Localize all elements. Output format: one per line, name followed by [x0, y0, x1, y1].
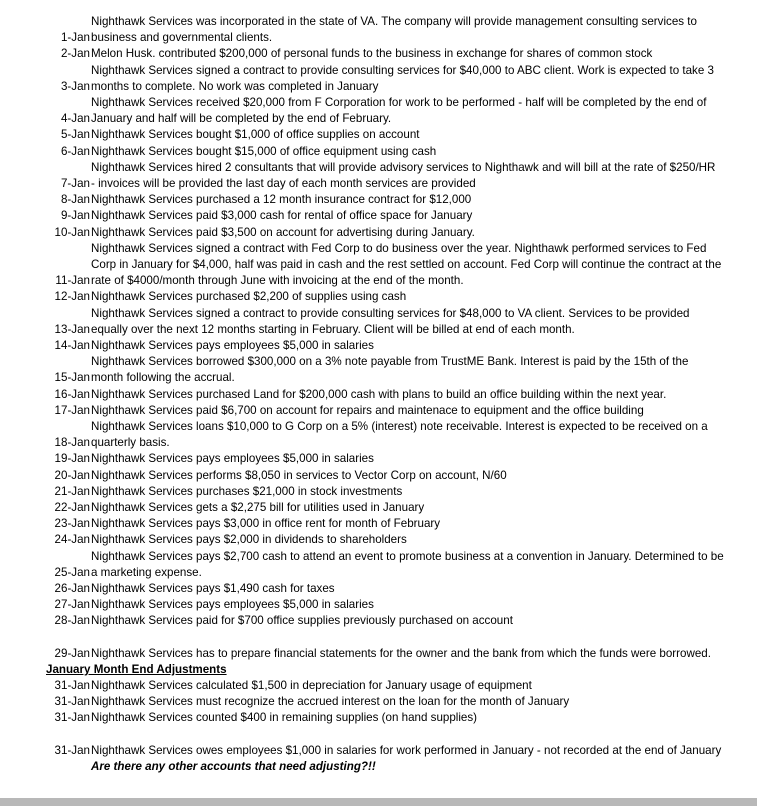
description-cell[interactable]: month following the accrual.: [91, 371, 235, 385]
description-cell[interactable]: Nighthawk Services was incorporated in the state of VA. The company will provide management consulting services to: [91, 15, 697, 28]
date-cell[interactable]: 22-Jan: [54, 501, 90, 514]
description-cell[interactable]: Nighthawk Services pays $1,490 cash for taxes: [91, 582, 335, 595]
date-cell[interactable]: 16-Jan: [54, 387, 90, 401]
date-cell[interactable]: 6-Jan: [60, 144, 90, 158]
transaction-row: [0, 79, 757, 95]
date-cell[interactable]: 15-Jan: [54, 371, 90, 385]
transaction-row: [0, 597, 757, 613]
description-cell[interactable]: Nighthawk Services bought $15,000 of office equipment using cash: [91, 144, 437, 158]
transaction-row: [0, 192, 757, 208]
adjustment-row: [0, 678, 757, 694]
description-cell[interactable]: Nighthawk Services owes employees $1,000 in salaries for work performed in January - not recorded at the end of January: [91, 743, 722, 757]
adjustment-row: [0, 694, 757, 710]
adjustment-row: [0, 710, 757, 726]
date-cell[interactable]: 7-Jan: [60, 177, 90, 190]
description-cell[interactable]: Nighthawk Services performs $8,050 in services to Vector Corp on account, N/60: [91, 468, 507, 482]
description-cell[interactable]: Nighthawk Services purchased $2,200 of supplies using cash: [91, 290, 407, 304]
transaction-row: [0, 95, 757, 111]
date-cell[interactable]: 3-Jan: [60, 79, 90, 93]
date-cell[interactable]: 1-Jan: [60, 31, 90, 45]
date-cell[interactable]: 25-Jan: [54, 565, 90, 579]
section-heading[interactable]: January Month End Adjustments: [46, 662, 227, 676]
description-cell[interactable]: Nighthawk Services pays $2,700 cash to attend an event to promote business at a convention in January. Determined to be: [91, 549, 724, 563]
description-cell[interactable]: - invoices will be provided the last day of each month services are provided: [91, 177, 476, 190]
date-cell[interactable]: 21-Jan: [54, 484, 90, 498]
description-cell[interactable]: Nighthawk Services paid $3,500 on account for advertising during January.: [91, 225, 475, 239]
description-cell[interactable]: Nighthawk Services counted $400 in remaining supplies (on hand supplies): [91, 711, 478, 725]
date-cell[interactable]: 28-Jan: [54, 614, 90, 628]
description-cell[interactable]: Nighthawk Services received $20,000 from F Corporation for work to be performed - half will be completed by the end of: [91, 96, 707, 109]
description-cell[interactable]: Nighthawk Services must recognize the accrued interest on the loan for the month of January: [91, 695, 570, 709]
transaction-row: [0, 160, 757, 176]
date-cell[interactable]: 11-Jan: [55, 274, 90, 288]
description-cell[interactable]: Nighthawk Services signed a contract to provide consulting services for $48,000 to VA client. Services to be provided: [91, 306, 690, 320]
date-cell[interactable]: 26-Jan: [54, 582, 90, 595]
description-cell[interactable]: Nighthawk Services pays $2,000 in dividends to shareholders: [91, 533, 407, 547]
description-cell[interactable]: Nighthawk Services purchased Land for $200,000 cash with plans to build an office building within the next year.: [91, 387, 667, 401]
transaction-row: [0, 208, 757, 224]
description-cell[interactable]: a marketing expense.: [91, 565, 202, 579]
closing-question-row: [0, 759, 757, 775]
description-cell[interactable]: Nighthawk Services bought $1,000 of office supplies on account: [91, 128, 420, 142]
adjustment-row: [0, 743, 757, 759]
description-cell[interactable]: Nighthawk Services pays $3,000 in office rent for month of February: [91, 517, 441, 531]
transaction-row: [0, 63, 757, 79]
horizontal-scrollbar[interactable]: [0, 798, 757, 806]
date-cell[interactable]: 27-Jan: [54, 598, 90, 612]
transaction-row: [0, 370, 757, 386]
date-cell[interactable]: 9-Jan: [60, 209, 90, 223]
transaction-row: [0, 257, 757, 273]
transaction-row: [0, 225, 757, 241]
description-cell[interactable]: business and governmental clients.: [91, 31, 273, 45]
description-cell[interactable]: Nighthawk Services pays employees $5,000 in salaries: [91, 452, 374, 466]
transaction-row: [0, 435, 757, 451]
description-cell[interactable]: January and half will be completed by the end of February.: [91, 112, 392, 126]
transaction-row: [0, 273, 757, 289]
transaction-row: [0, 127, 757, 143]
date-cell[interactable]: 4-Jan: [60, 112, 90, 126]
date-cell[interactable]: 8-Jan: [60, 193, 90, 207]
transaction-row: [0, 613, 757, 629]
transaction-row: [0, 500, 757, 516]
description-cell[interactable]: Nighthawk Services paid $6,700 on account for repairs and maintenace to equipment and the office building: [91, 403, 644, 417]
adjustments-heading-row: [0, 662, 757, 678]
transaction-row: [0, 322, 757, 338]
description-cell[interactable]: Nighthawk Services calculated $1,500 in depreciation for January usage of equipment: [91, 679, 532, 692]
date-cell[interactable]: 13-Jan: [54, 322, 90, 336]
description-cell[interactable]: Nighthawk Services purchased a 12 month insurance contract for $12,000: [91, 193, 472, 207]
transaction-row: [0, 468, 757, 484]
date-cell[interactable]: 31-Jan: [54, 743, 90, 757]
date-cell[interactable]: 2-Jan: [60, 47, 90, 61]
date-cell[interactable]: 12-Jan: [54, 290, 90, 304]
description-cell[interactable]: equally over the next 12 months starting in February. Client will be billed at end of each month.: [91, 322, 575, 336]
description-cell[interactable]: Melon Husk. contributed $200,000 of personal funds to the business in exchange for shares of common stock: [91, 47, 653, 61]
description-cell[interactable]: Nighthawk Services pays employees $5,000 in salaries: [91, 598, 374, 612]
transaction-row: [0, 289, 757, 305]
description-cell[interactable]: Nighthawk Services pays employees $5,000 in salaries: [91, 339, 374, 352]
description-cell[interactable]: Nighthawk Services borrowed $300,000 on a 3% note payable from TrustME Bank. Interest is paid by the 15th of the: [91, 355, 689, 369]
date-cell[interactable]: 20-Jan: [54, 468, 90, 482]
description-cell[interactable]: Nighthawk Services signed a contract to provide consulting services for $40,000 to ABC client. Work is expected to take 3: [91, 63, 714, 77]
description-cell[interactable]: Corp in January for $4,000, half was paid in cash and the rest settled on account. Fed Corp will continue the contract at the: [91, 258, 722, 271]
transaction-row: [0, 30, 757, 46]
transaction-row: [0, 241, 757, 257]
date-cell[interactable]: 14-Jan: [54, 339, 90, 352]
transaction-row: [0, 646, 757, 662]
transaction-row: [0, 419, 757, 435]
date-cell[interactable]: 17-Jan: [54, 403, 90, 417]
transaction-row: [0, 46, 757, 62]
description-cell[interactable]: Nighthawk Services purchases $21,000 in stock investments: [91, 484, 403, 498]
date-cell[interactable]: 29-Jan: [54, 646, 90, 660]
date-cell[interactable]: 19-Jan: [54, 452, 90, 466]
description-cell[interactable]: quarterly basis.: [91, 436, 170, 450]
transaction-row: [0, 516, 757, 532]
date-cell[interactable]: 5-Jan: [60, 128, 90, 142]
transaction-row: [0, 387, 757, 403]
transaction-row: [0, 306, 757, 322]
description-cell[interactable]: months to complete. No work was completed in January: [91, 79, 379, 93]
transaction-row: [0, 549, 757, 565]
transaction-row: [0, 338, 757, 354]
transaction-row: [0, 581, 757, 597]
date-cell[interactable]: 23-Jan: [54, 517, 90, 531]
transaction-row: [0, 484, 757, 500]
date-cell[interactable]: 24-Jan: [54, 533, 90, 547]
transaction-row: [0, 451, 757, 467]
transaction-row: [0, 354, 757, 370]
transaction-row: [0, 14, 757, 30]
transaction-row: [0, 144, 757, 160]
transaction-row: [0, 532, 757, 548]
transaction-row: [0, 403, 757, 419]
date-cell[interactable]: 18-Jan: [54, 436, 90, 450]
date-cell[interactable]: 31-Jan: [54, 711, 90, 725]
description-cell[interactable]: Nighthawk Services hired 2 consultants that will provide advisory services to Nighthawk and will bill at the rate of $250/HR: [91, 160, 716, 174]
description-cell[interactable]: Nighthawk Services paid $3,000 cash for rental of office space for January: [91, 209, 473, 223]
description-cell[interactable]: Nighthawk Services gets a $2,275 bill for utilities used in January: [91, 501, 425, 514]
closing-question[interactable]: Are there any other accounts that need adjusting?!!: [91, 759, 376, 773]
description-cell[interactable]: Nighthawk Services has to prepare financial statements for the owner and the bank from which the funds were borrowed.: [91, 646, 711, 660]
transaction-row: [0, 565, 757, 581]
description-cell[interactable]: Nighthawk Services signed a contract with Fed Corp to do business over the year. Nighthawk performed services to Fed: [91, 241, 707, 255]
transaction-row: [0, 176, 757, 192]
description-cell[interactable]: Nighthawk Services paid for $700 office supplies previously purchased on account: [91, 614, 513, 628]
date-cell[interactable]: 10-Jan: [54, 225, 90, 239]
description-cell[interactable]: rate of $4000/month through June with invoicing at the end of the month.: [91, 274, 464, 288]
date-cell[interactable]: 31-Jan: [54, 695, 90, 709]
date-cell[interactable]: 31-Jan: [54, 679, 90, 692]
transaction-row: [0, 111, 757, 127]
description-cell[interactable]: Nighthawk Services loans $10,000 to G Corp on a 5% (interest) note receivable. Interest is expected to be received on a: [91, 420, 708, 433]
